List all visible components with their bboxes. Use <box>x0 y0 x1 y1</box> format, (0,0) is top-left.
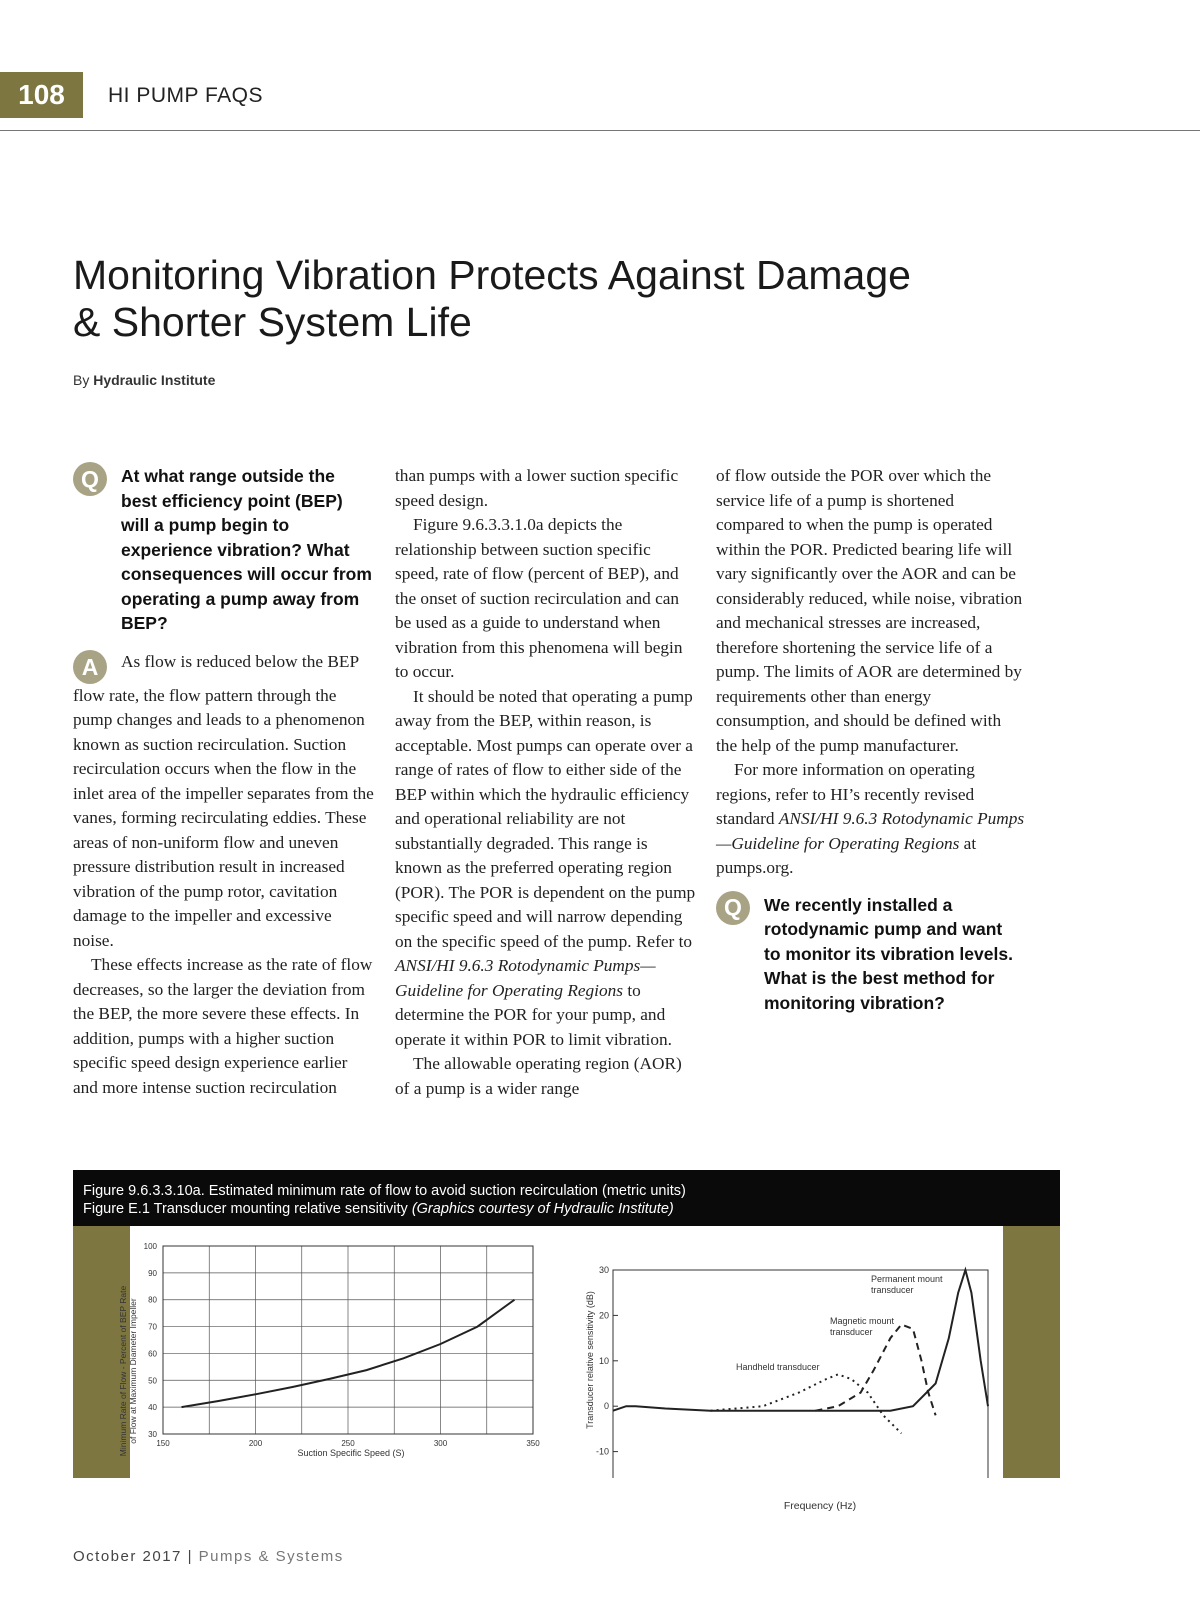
magnetic-mount-label-2: transducer <box>830 1327 873 1337</box>
footer-publication: Pumps & Systems <box>198 1548 344 1565</box>
figure-caption-line-2 <box>83 1200 1050 1218</box>
chart-1-y-tick-label: 100 <box>143 1242 157 1251</box>
question-badge-icon: Q <box>73 462 107 496</box>
answer-p1-text: As flow is reduced below the BEP flow rate, the flow pattern through the pump changes and leads to a phenomenon known as suction recirculation. Suction recirculation occurs when the flow in the inlet area of the impeller separates from the vanes, forming recirculating eddies. These areas of non-uniform flow and uneven pressure distribution result in increased vibration of the pump rotor, cavitation damage to the impeller and excessive noise. <box>73 651 374 950</box>
chart-2-frame <box>613 1270 988 1478</box>
chart-2-y-tick-label: -10 <box>595 1446 609 1457</box>
column-3 <box>716 464 1026 1015</box>
p4-reference: ANSI/HI 9.6.3 Rotodynamic Pumps—Guideline for Operating Regions <box>395 956 656 1000</box>
figure-charts-svg <box>73 1226 1060 1478</box>
answer-paragraph-3: Figure 9.6.3.3.1.0a depicts the relationship between suction specific speed, rate of flow (percent of BEP), and the onset of suction recirculation and can be used as a guide to understand when vibration from this phenomena will begin to occur. <box>395 515 683 681</box>
figure-caption-line-2-text: Figure E.1 Transducer mounting relative sensitivity <box>83 1201 412 1217</box>
chart-1-x-tick-label: 250 <box>341 1439 355 1448</box>
chart-2-ylabel: Transducer relative sensitivity (dB) <box>585 1291 595 1429</box>
answer-badge-icon: A <box>73 650 107 684</box>
permanent-mount-label-1: Permanent mount <box>871 1274 943 1284</box>
question-2-block <box>716 893 1026 1016</box>
chart-2-y-tick-label: 0 <box>603 1401 609 1412</box>
figure-caption-credit: (Graphics courtesy of Hydraulic Institute) <box>411 1201 674 1217</box>
answer-paragraph-2: These effects increase as the rate of flow decreases, so the larger the deviation from the BEP, the more severe these effects. In addition, pumps with a higher suction specific speed design experience earlier and more intense suction recirculation <box>73 955 373 1097</box>
title-line-1: Monitoring Vibration Protects Against Damage <box>73 252 911 298</box>
chart-2-series-permanent-mount <box>613 1270 988 1411</box>
chart-2-series-handheld <box>711 1374 902 1433</box>
chart-1-x-tick-label: 350 <box>526 1439 540 1448</box>
chart-1-y-tick-label: 30 <box>148 1430 157 1439</box>
p4-text-b: to determine the POR for your pump, and operate it within POR to limit vibration. <box>395 980 672 1049</box>
title-line-2: & Shorter System Life <box>73 299 472 345</box>
byline-author: Hydraulic Institute <box>93 372 216 388</box>
question-2: We recently installed a rotodynamic pump and want to monitor its vibration levels. What is the best method for monitoring vibration? <box>764 894 1013 1013</box>
chart-1-y-tick-label: 70 <box>148 1322 157 1332</box>
section-title: HI PUMP FAQS <box>108 84 263 107</box>
figure-caption-line-1: Figure 9.6.3.3.10a. Estimated minimum rate of flow to avoid suction recirculation (metric units) <box>83 1183 686 1199</box>
figure-body <box>73 1226 1060 1478</box>
chart-1-y-tick-label: 40 <box>148 1403 157 1413</box>
column-1 <box>73 464 375 1100</box>
permanent-mount-label-2: transducer <box>871 1285 914 1295</box>
footer-separator: | <box>187 1548 193 1565</box>
footer <box>73 1548 344 1565</box>
chart-1 <box>118 1242 540 1458</box>
question-1: At what range outside the best efficiency point (BEP) will a pump begin to experience vibration? What consequences will occur from operating a pump away from BEP? <box>121 466 372 633</box>
chart-2-y-tick-label: 20 <box>598 1310 609 1321</box>
answer-paragraph-5: The allowable operating region (AOR) of a pump is a wider range <box>395 1054 682 1098</box>
article-title <box>73 252 1073 346</box>
question-1-block <box>73 464 375 636</box>
chart-2 <box>585 1265 1004 1478</box>
magnetic-mount-label-1: Magnetic mount <box>830 1316 895 1326</box>
chart-1-x-tick-label: 200 <box>248 1439 263 1448</box>
p6-reference: ANSI/HI 9.6.3 Rotodynamic Pumps—Guideline for Operating Regions <box>716 809 1025 853</box>
chart-2-y-tick-label: 10 <box>598 1355 609 1366</box>
answer-paragraph-5-continued: of flow outside the POR over which the service life of a pump is shortened compared to when the pump is operated within the POR. Predicted bearing life will vary significantly over the AOR and can be considerably reduced, while noise, vibration and mechanical stresses are increased, therefore shortening the service life of a pump. The limits of AOR are determined by requirements other than energy consumption, and should be defined with the help of the pump manufacturer. <box>716 466 1023 755</box>
figure-caption <box>73 1170 1060 1226</box>
footer-date: October 2017 <box>73 1548 182 1565</box>
p4-text-a: It should be noted that operating a pump away from the BEP, within reason, is acceptable. Most pumps can operate over a range of rates of flow to either side of the BEP within which the hydraulic efficiency and operational reliability are not substantially degraded. This range is known as the preferred operating region (POR). The POR is dependent on the pump specific speed and will narrow depending on the specific speed of the pump. Refer to <box>395 686 696 951</box>
chart-1-x-tick-label: 150 <box>156 1439 170 1448</box>
p6-text-a: For more information on operating regions, refer to HI’s recently revised standard <box>716 760 975 828</box>
chart-1-ylabel-line-2: of Flow at Maximum Diameter Impeller <box>128 1298 138 1444</box>
byline-prefix: By <box>73 372 90 388</box>
chart-1-y-tick-label: 60 <box>148 1349 157 1359</box>
chart-1-y-tick-label: 90 <box>148 1268 157 1278</box>
chart-1-y-tick-label: 50 <box>148 1376 157 1386</box>
page-number: 108 <box>0 72 83 118</box>
answer-paragraph-4 <box>395 685 697 1053</box>
handheld-label: Handheld transducer <box>736 1362 820 1372</box>
chart-1-ylabel-line-1: Minimum Rate of Flow - Percent of BEP Rate <box>118 1285 128 1457</box>
answer-paragraph-6 <box>716 758 1026 881</box>
p6-text-b: at pumps.org. <box>716 833 977 877</box>
chart-1-x-tick-label: 300 <box>433 1439 448 1448</box>
header-rule <box>0 130 1200 131</box>
chart-1-grid <box>144 1242 541 1448</box>
answer-paragraph-1 <box>73 650 375 954</box>
question-badge-icon: Q <box>716 891 750 925</box>
answer-paragraph-2-continued: than pumps with a lower suction specific speed design. <box>395 466 679 510</box>
figure <box>73 1170 1060 1478</box>
column-2 <box>395 464 697 1101</box>
chart-1-y-tick-label: 80 <box>148 1295 157 1305</box>
chart-1-xlabel: Suction Specific Speed (S) <box>297 1448 405 1458</box>
chart-2-y-tick-label: 30 <box>598 1265 609 1275</box>
chart-2-xlabel-text: Frequency (Hz) <box>783 1500 857 1512</box>
byline <box>73 372 215 388</box>
